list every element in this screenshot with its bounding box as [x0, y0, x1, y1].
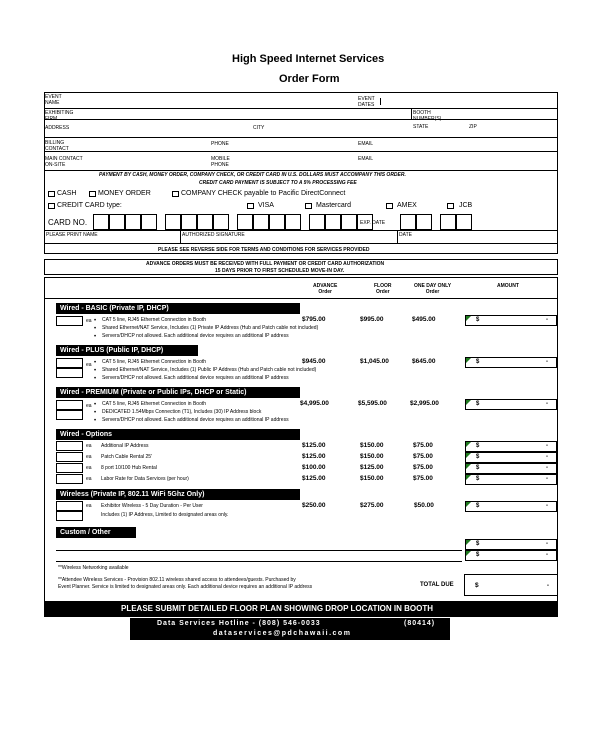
event-dates-input[interactable] — [380, 98, 381, 105]
booth-number-label: BOOTH NUMBER(S) — [413, 110, 442, 122]
attendee-note-1: **Attendee Wireless Services - Provision 802.11 wireless shared access to attendees/guests. Purchased by — [58, 577, 296, 583]
unit-label: ea — [86, 318, 92, 324]
option-floor-price: $150.00 — [360, 453, 384, 460]
option-amount-field[interactable]: $ - — [465, 452, 557, 463]
plus-line-3: Servers/DHCP not allowed. Each additional device requires an additional IP address — [102, 375, 289, 381]
exp-digit-box[interactable] — [440, 214, 456, 230]
zip-label: ZIP — [469, 124, 477, 130]
attendee-note-2: Event Planner. Service is limited to designated areas only. Each additional device requires an additional IP address — [58, 584, 313, 590]
premium-line-1: CAT 5 line, RJ45 Ethernet Connection in Booth — [102, 401, 207, 407]
wireless-line-1: Exhibitor Wireless - 5 Day Duration - Per User — [101, 503, 203, 509]
premium-advance-price: $4,995.00 — [300, 400, 329, 407]
exhibiting-firm-label: EXHIBITING FIRM — [45, 110, 74, 122]
section-header-plus: Wired - PLUS (Public IP, DHCP) — [56, 345, 198, 356]
company-check-checkbox[interactable] — [172, 191, 179, 197]
phone-label: PHONE — [211, 141, 229, 147]
plus-line-2: Shared Ethernet/NAT Service, Includes (1) Public IP Address (Hub and Patch cable not included) — [102, 367, 317, 373]
bullet-icon: • — [94, 410, 97, 416]
bullet-icon: • — [94, 402, 97, 408]
money-order-checkbox[interactable] — [89, 191, 96, 197]
basic-one-day-price: $495.00 — [412, 316, 436, 323]
option-label: 8 port 10/100 Hub Rental — [101, 465, 157, 471]
custom-line-2[interactable] — [56, 561, 462, 562]
mastercard-label: Mastercard — [316, 202, 352, 209]
wireless-availability-note: **Wireless Networking available — [58, 565, 129, 571]
main-contact-label: MAIN CONTACT ON-SITE — [45, 156, 83, 168]
option-advance-price: $125.00 — [302, 453, 326, 460]
card-digit-box[interactable] — [237, 214, 253, 230]
card-digit-box[interactable] — [197, 214, 213, 230]
qty-input-premium-2[interactable] — [56, 410, 83, 420]
bullet-icon: • — [94, 418, 97, 424]
card-digit-box[interactable] — [285, 214, 301, 230]
advance-orders-note-1: ADVANCE ORDERS MUST BE RECEIVED WITH FULL PAYMENT OR CREDIT CARD AUTHORIZATION — [146, 261, 385, 267]
card-digit-box[interactable] — [93, 214, 109, 230]
premium-line-2: DEDICATED 1.54Mbps Connection (T1), Includes (30) IP Address block — [102, 409, 262, 415]
plus-one-day-price: $645.00 — [412, 358, 436, 365]
visa-checkbox[interactable] — [247, 203, 254, 209]
exp-digit-box[interactable] — [456, 214, 472, 230]
premium-amount-field[interactable]: $ - — [465, 399, 557, 410]
section-header-options: Wired - Options — [56, 429, 300, 440]
bullet-icon: • — [94, 334, 97, 340]
option-advance-price: $100.00 — [302, 464, 326, 471]
payment-note-1: PAYMENT BY CASH, MONEY ORDER, COMPANY CHECK, OR CREDIT CARD IN U.S. DOLLARS MUST ACCOMPANY THIS ORDER. — [99, 172, 406, 178]
basic-line-1: CAT 5 line, RJ45 Ethernet Connection in Booth — [102, 317, 207, 323]
option-floor-price: $125.00 — [360, 464, 384, 471]
premium-one-day-price: $2,995.00 — [410, 400, 439, 407]
bullet-icon: • — [94, 368, 97, 374]
total-dash: - — [546, 582, 549, 589]
wireless-one-day-price: $50.00 — [414, 502, 434, 509]
unit-label: ea — [86, 403, 92, 409]
email-label: EMAIL — [358, 141, 374, 147]
event-name-label: EVENT NAME — [45, 94, 62, 106]
basic-advance-price: $795.00 — [302, 316, 326, 323]
qty-input-premium[interactable] — [56, 400, 83, 410]
city-label: CITY — [253, 125, 265, 131]
jcb-label: JCB — [459, 202, 473, 209]
floor-column-header: FLOOR Order — [374, 283, 392, 295]
option-amount-field[interactable]: $ - — [465, 474, 557, 485]
state-label: STATE — [413, 124, 429, 130]
plus-amount-field[interactable]: $ - — [465, 357, 557, 368]
card-digit-box[interactable] — [325, 214, 341, 230]
wireless-advance-price: $250.00 — [302, 502, 326, 509]
one-day-column-header: ONE DAY ONLY Order — [414, 283, 452, 295]
qty-input-option[interactable] — [56, 452, 83, 462]
option-one-day-price: $75.00 — [413, 453, 433, 460]
option-advance-price: $125.00 — [302, 442, 326, 449]
plus-floor-price: $1,045.00 — [360, 358, 389, 365]
page-subtitle: Order Form — [279, 73, 340, 85]
bullet-icon: • — [94, 376, 97, 382]
card-number-label: CARD NO. — [48, 218, 88, 227]
payment-note-2: CREDIT CARD PAYMENT IS SUBJECT TO A 5% PROCESSING FEE — [199, 180, 357, 186]
section-header-premium: Wired - PREMIUM (Private or Public IPs, DHCP or Static) — [56, 387, 300, 398]
billing-contact-label: BILLING CONTACT — [45, 140, 69, 152]
qty-input-plus[interactable] — [56, 358, 83, 368]
total-due-field[interactable] — [464, 574, 558, 596]
terms-note: PLEASE SEE REVERSE SIDE FOR TERMS AND CONDITIONS FOR SERVICES PROVIDED — [158, 247, 370, 253]
advance-column-header: ADVANCE Order — [313, 283, 338, 295]
qty-input-option[interactable] — [56, 441, 83, 451]
unit-label: ea — [86, 443, 92, 449]
credit-card-checkbox[interactable] — [48, 203, 55, 209]
jcb-checkbox[interactable] — [447, 203, 454, 209]
amount-column-header: AMOUNT — [497, 283, 519, 289]
qty-input-plus-2[interactable] — [56, 368, 83, 378]
section-header-custom: Custom / Other — [56, 527, 136, 538]
premium-floor-price: $5,595.00 — [358, 400, 387, 407]
unit-label: ea — [86, 362, 92, 368]
custom-amount-field[interactable]: $ - — [465, 550, 557, 561]
option-amount-field[interactable]: $ - — [465, 463, 557, 474]
card-digit-box[interactable] — [341, 214, 357, 230]
qty-input-option[interactable] — [56, 474, 83, 484]
custom-line-1[interactable] — [56, 550, 462, 551]
option-label: Additional IP Address — [101, 443, 149, 449]
amex-label: AMEX — [397, 202, 417, 209]
unit-label: ea — [86, 454, 92, 460]
qty-input-wireless-2[interactable] — [56, 511, 83, 521]
total-dollar-sign: $ — [475, 582, 479, 589]
card-digit-box[interactable] — [253, 214, 269, 230]
plus-advance-price: $945.00 — [302, 358, 326, 365]
card-digit-box[interactable] — [213, 214, 229, 230]
qty-input-basic[interactable] — [56, 316, 83, 326]
total-due-label: TOTAL DUE — [420, 582, 454, 588]
qty-input-option[interactable] — [56, 463, 83, 473]
plus-line-1: CAT 5 line, RJ45 Ethernet Connection in Booth — [102, 359, 207, 365]
bullet-icon: • — [94, 360, 97, 366]
unit-label: ea — [86, 465, 92, 471]
exp-date-label: EXP. DATE — [360, 220, 386, 226]
option-floor-price: $150.00 — [360, 442, 384, 449]
option-advance-price: $125.00 — [302, 475, 326, 482]
email-label-2: EMAIL — [358, 156, 374, 162]
submit-banner-text: PLEASE SUBMIT DETAILED FLOOR PLAN SHOWING DROP LOCATION IN BOOTH — [121, 604, 433, 613]
section-header-basic: Wired - BASIC (Private IP, DHCP) — [56, 303, 300, 314]
card-digit-box[interactable] — [269, 214, 285, 230]
mastercard-checkbox[interactable] — [305, 203, 312, 209]
qty-input-wireless[interactable] — [56, 501, 83, 511]
page-title: High Speed Internet Services — [232, 53, 385, 65]
cash-checkbox[interactable] — [48, 191, 55, 197]
bullet-icon: • — [94, 326, 97, 332]
event-dates-label: EVENT DATES — [358, 96, 375, 108]
card-digit-box[interactable] — [309, 214, 325, 230]
company-check-label: COMPANY CHECK payable to Pacific DirectConnect — [181, 190, 346, 197]
basic-line-2: Shared Ethernet/NAT Service, Includes (1) Private IP Address (Hub and Patch cable not included) — [102, 325, 319, 331]
unit-label: ea — [86, 503, 92, 509]
option-label: Patch Cable Rental 25' — [101, 454, 152, 460]
card-digit-box[interactable] — [141, 214, 157, 230]
option-one-day-price: $75.00 — [413, 464, 433, 471]
print-name-label: PLEASE PRINT NAME — [46, 232, 98, 238]
exp-digit-box[interactable] — [416, 214, 432, 230]
hotline-text: Data Services Hotline - (808) 546-0033 — [157, 620, 321, 627]
custom-amount-field[interactable]: $ - — [465, 539, 557, 550]
address-label: ADDRESS — [45, 125, 70, 131]
card-digit-box[interactable] — [165, 214, 181, 230]
visa-label: VISA — [258, 202, 274, 209]
option-one-day-price: $75.00 — [413, 442, 433, 449]
cash-label: CASH — [57, 190, 77, 197]
amex-checkbox[interactable] — [386, 203, 393, 209]
basic-amount-field[interactable]: $ - — [465, 315, 557, 326]
basic-line-3: Servers/DHCP not allowed. Each additional device requires an additional IP address — [102, 333, 289, 339]
card-digit-box[interactable] — [109, 214, 125, 230]
premium-line-3: Servers/DHCP not allowed. Each additional device requires an additional IP address — [102, 417, 289, 423]
hotline-extension: (80414) — [404, 620, 436, 627]
basic-floor-price: $995.00 — [360, 316, 384, 323]
section-header-wireless: Wireless (Private IP, 802.11 WiFi 5Ghz Only) — [56, 489, 300, 500]
option-label: Labor Rate for Data Services (per hour) — [101, 476, 189, 482]
authorized-signature-label: AUTHORIZED SIGNATURE — [182, 232, 245, 238]
wireless-floor-price: $275.00 — [360, 502, 384, 509]
wireless-line-2: Includes (1) IP Address, Limited to designated areas only. — [101, 512, 229, 518]
card-digit-box[interactable] — [125, 214, 141, 230]
date-label: DATE — [399, 232, 412, 238]
exp-digit-box[interactable] — [400, 214, 416, 230]
bullet-icon: • — [94, 318, 97, 324]
money-order-label: MONEY ORDER — [98, 190, 151, 197]
wireless-amount-field[interactable]: $ - — [465, 501, 557, 512]
option-one-day-price: $75.00 — [413, 475, 433, 482]
services-email[interactable]: dataservices@pdchawaii.com — [213, 630, 352, 637]
card-digit-box[interactable] — [181, 214, 197, 230]
advance-orders-note-2: 15 DAYS PRIOR TO FIRST SCHEDULED MOVE-IN DAY. — [215, 268, 345, 274]
unit-label: ea — [86, 476, 92, 482]
mobile-phone-label: MOBILE PHONE — [211, 156, 230, 168]
option-amount-field[interactable]: $ - — [465, 441, 557, 452]
credit-card-type-label: CREDIT CARD type: — [57, 202, 122, 209]
option-floor-price: $150.00 — [360, 475, 384, 482]
